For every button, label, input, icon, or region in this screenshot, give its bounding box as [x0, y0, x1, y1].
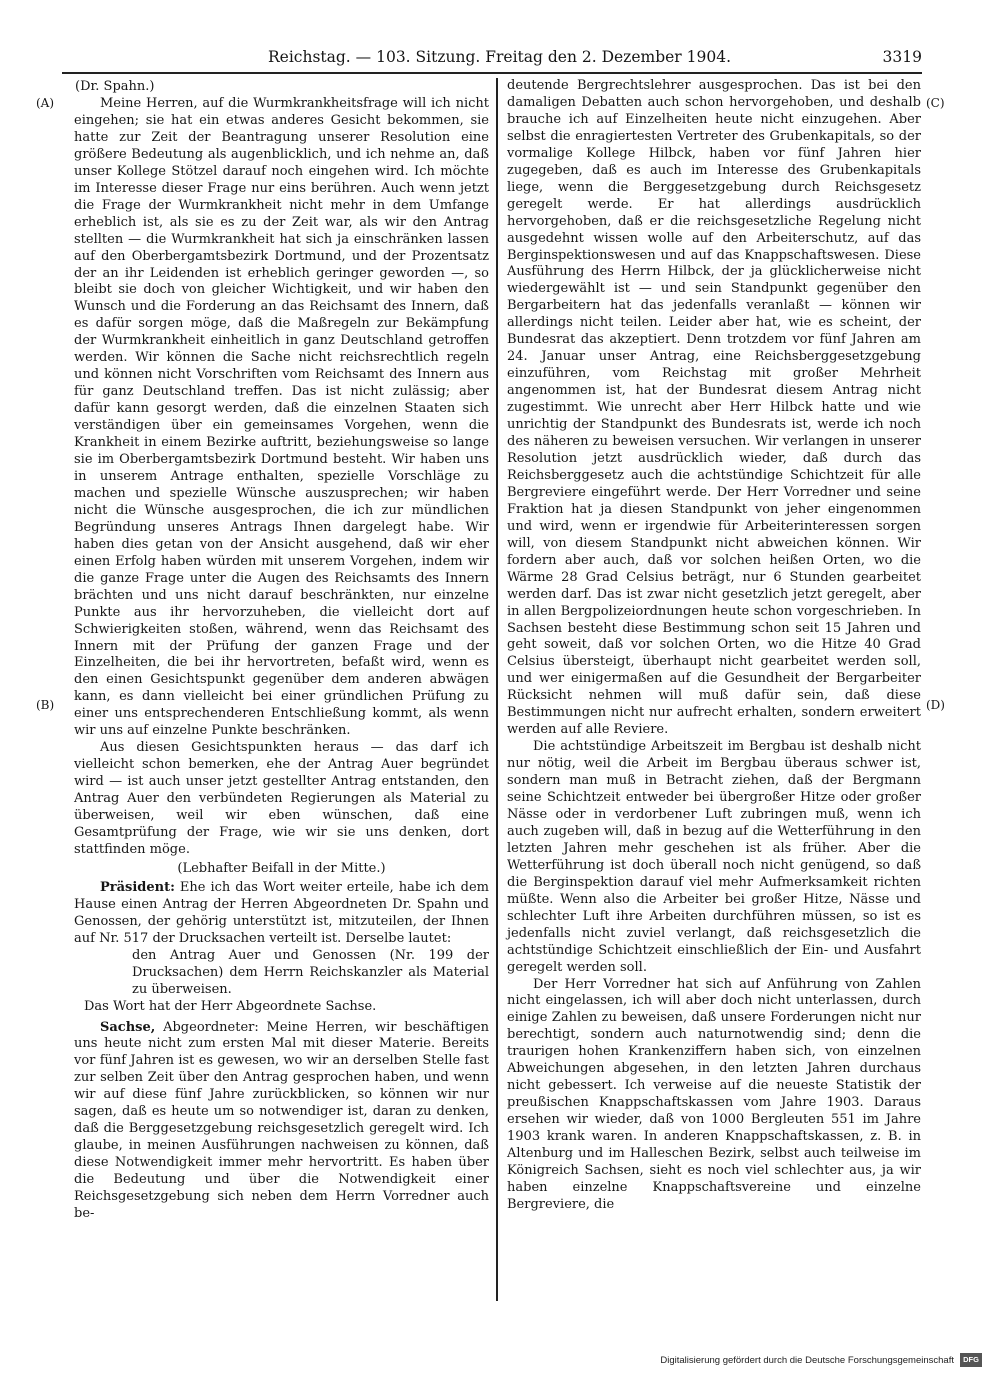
sachse-label: Sachse, — [100, 1019, 156, 1035]
sachse-text: Abgeordneter: Meine Herren, wir beschäftigen uns heute nicht zum ersten Mal mit dieser Materie. Bereits vor fünf Jahren ist es gewesen, wo wir an derselben Stelle fast zur selben Zeit über den Antrag gesprochen haben, und wenn wir auf diese fünf Jahre zurückblicken, so können wir nur sagen, daß es heute um so notwendiger ist, daran zu denken, daß die Berggesetzgebung reichsgesetzlich geregelt wird. Ich glaube, in meinen Ausführungen nachweisen zu können, daß diese Notwendigkeit immer mehr hervortritt. Es haben über die Bedeutung und über die Notwendigkeit einer Reichsgesetzgebung sich neben dem Herrn Vorredner auch be- — [74, 1019, 489, 1221]
sachse-paragraph-3: Der Herr Vorredner hat sich auf Anführung von Zahlen nicht eingelassen, ich will aber doch nicht unterlassen, durch einige Zahlen zu beweisen, daß unsere Forderungen nicht nur berechtigt, sondern auch naturnotwendig sind; denn die traurigen hohen Krankenziffern haben sich, von einzelnen Abweichungen abgesehen, in den letzten Jahren durchaus nicht gebessert. Ich verweise auf die neueste Statistik der preußischen Knappschaftskassen vom Jahre 1903. Daraus ersehen wir wieder, daß von 1000 Bergleuten 551 im Jahre 1903 krank waren. In anderen Knappschaftskassen, z. B. in Altenburg und im Halleschen Bezirk, selbst auch teilweise im Königreich Sachsen, sieht es noch viel schlechter aus, ja wir haben einzelne Knappschaftsvereine und einzelne Bergreviere, die — [507, 976, 921, 1212]
page-number: 3319 — [882, 48, 922, 66]
sachse-paragraph-continued: deutende Bergrechtslehrer ausgesprochen. Das ist bei den damaligen Debatten auch schon hervorgehoben, und deshalb brauche ich auf Einzelheiten heute nicht einzugehen. Aber selbst die enragiertesten Vertreter des Grubenkapitals, so der vormalige Kollege Hilbck, haben vor fünf Jahren hier zugegeben, daß es auch im Interesse des Grubenkapitals liege, wenn die Berggesetzgebung durch Reichsgesetz geregelt werde. Er hat allerdings ausdrücklich hervorgehoben, daß er die reichsgesetzliche Regelung nicht ausgedehnt wissen wolle auf den Arbeiterschutz, auf das Berginspektionswesen und auf das Knappschaftswesen. Diese Ausführung des Herrn Hilbck, der ja glücklicherweise nicht wiedergewählt ist — und sein Standpunkt gegenüber den Bergarbeitern hat das jedenfalls veranlaßt — können wir allerdings nicht teilen. Leider aber hat, wie es scheint, der Bundesrat das akzeptiert. Denn trotzdem vor fünf Jahren am 24. Januar unser Antrag, eine Reichsberggesetzgebung einzuführen, vom Reichstag mit großer Mehrheit angenommen ist, hat der Bundesrat diesem Antrag nicht zugestimmt. Wie unrecht aber Herr Hilbck hatte und wie unrichtig der Standpunkt des Bundesrats ist, werde ich noch des näheren zu beweisen versuchen. Wir verlangen in unserer Resolution jetzt ausdrücklich wieder, daß durch das Reichsberggesetz auch die achtstündige Schichtzeit für alle Bergreviere eingeführt werde. Der Herr Vorredner und seine Fraktion hat ja diesen Standpunkt von jeher eingenommen und wird, wenn er irgendwie für Arbeiterinteressen sorgen will, von diesem Standpunkt nicht abweichen können. Wir fordern aber auch, daß vor solchen heißen Orten, wo die Wärme 28 Grad Celsius beträgt, nur 6 Stunden gearbeitet werden darf. Das ist zwar nicht gesetzlich jetzt geregelt, aber in allen Bergpolizeiordnungen heute schon vorgeschrieben. In Sachsen besteht diese Bestimmung schon seit 15 Jahren und geht soweit, daß vor solchen Orten, wo die Hitze 40 Grad Celsius übersteigt, überhaupt nicht gearbeitet werden soll, und wer einigermaßen auf die Gesundheit der Bergarbeiter Rücksicht nehmen will muß dafür sein, daß diese Bestimmungen nicht nur aufrecht erhalten, sondern erweitert werden auf alle Reviere. — [507, 78, 921, 738]
motion-quote: den Antrag Auer und Genossen (Nr. 199 der Drucksachen) dem Herrn Reichskanzler als Material zu überweisen. — [132, 947, 489, 997]
speaker-tag: (Dr. Spahn.) — [75, 79, 155, 94]
running-title: Reichstag. — 103. Sitzung. Freitag den 2. Dezember 1904. — [268, 48, 732, 66]
dfg-logo-icon: DFG — [960, 1353, 982, 1367]
floor-announcement: Das Wort hat der Herr Abgeordnete Sachse. — [84, 998, 377, 1014]
spahn-paragraph-1: Meine Herren, auf die Wurmkrankheitsfrage will ich nicht eingehen; sie hat ein etwas anderes Gesicht bekommen, sie hatte zur Zeit der Beantragung unserer Resolution eine größere Bedeutung als augenblicklich, und ich nehme an, daß unser Kollege Stötzel darauf noch eingehen wird. Ich möchte im Interesse dieser Frage nur eins berühren. Auch wenn jetzt die Frage der Wurmkrankheit nicht mehr in dem Umfange erheblich ist, als sie es zu der Zeit war, als wir den Antrag stellten — die Wurmkrankheit hat sich ja einschränken lassen auf den Oberbergamtsbezirk Dortmund, und der Prozentsatz der an ihr Leidenden ist erheblich geringer geworden —, so bleibt sie doch von gleicher Wichtigkeit, und wir haben den Wunsch und die Forderung an das Reichsamt des Innern, daß es dafür sorgen möge, daß die Maßregeln zur Bekämpfung der Wurmkrankheit einheitlich in ganz Deutschland getroffen werden. Wir können die Sache nicht reichsrechtlich regeln und können nicht Vorschriften vom Reichsamt des Innern aus für ganz Deutschland treffen. Das ist nicht zulässig; aber dafür kann gesorgt werden, daß die einzelnen Staaten sich verständigen über ein gemeinsames Vorgehen, wenn die Krankheit in einem Bezirke auftritt, beziehungsweise so lange sie im Oberbergamtsbezirk Dortmund besteht. Wir haben uns in unserem Antrage enthalten, spezielle Vorschläge zu machen und spezielle Wünsche auszusprechen; wir haben nicht die Wünsche ausgesprochen, die ich zur mündlichen Begründung unseres Antrags Ihnen dargelegt habe. Wir haben dies getan von der Ansicht ausgehend, daß wir eher einen Erfolg haben würden mit unserem Vorgehen, indem wir die ganze Frage unter die Augen des Reichsamts des Innern brächten und uns nicht darauf beschränkten, nur einzelne Punkte aus ihr hervorzuheben, die vielleicht dort auf Schwierigkeiten stoßen, während, wenn das Reichsamt des Innern mit der Prüfung der ganzen Frage und der Einzelheiten, die bei ihr hervortreten, befaßt wird, wenn es den einen Gesichtspunkt gegenüber dem anderen abwägen kann, es dann vielleicht bei einer gründlichen Prüfung zu einer uns entsprechenderen Entschließung kommt, als wenn wir uns auf einzelne Punkte beschränken. — [74, 96, 489, 739]
applause-note: (Lebhafter Beifall in der Mitte.) — [177, 860, 386, 876]
president-text: Ehe ich das Wort weiter erteile, habe ich dem Hause einen Antrag der Herren Abgeordneten Dr. Spahn und Genossen, der gehörig unterstützt ist, mitzuteilen, der Ihnen auf Nr. 517 der Drucksachen verteilt ist. Derselbe lautet: — [74, 879, 489, 946]
margin-marker-a: (A) — [36, 96, 55, 110]
president-label: Präsident: — [100, 879, 175, 895]
margin-marker-d: (D) — [926, 698, 945, 712]
sachse-paragraph-2: Die achtstündige Arbeitszeit im Bergbau ist deshalb nicht nur nötig, weil die Arbeit im Bergbau überaus schwer ist, sondern man muß in Betracht ziehen, daß der Bergmann seine Schichtzeit entweder bei übergroßer Hitze oder großer Nässe oder in verdorbener Luft zubringen muß, wenn ich auch zugeben will, daß in bezug auf die Wetterführung in den letzten Jahren mehr geschehen ist als früher. Aber die Wetterführung ist doch überall noch nicht genügend, so daß die Berginspektion darauf viel mehr Aufmerksamkeit richten müßte. Wenn also die Arbeiter bei großer Hitze, Nässe und schlechter Luft ihre Arbeiten durchführen müssen, so ist es jedenfalls nicht zuviel verlangt, daß reichsgesetzlich die achtstündige Schichtzeit einschließlich der Ein- und Ausfahrt geregelt werden soll. — [507, 739, 921, 975]
right-column — [507, 78, 921, 1214]
margin-marker-c: (C) — [926, 96, 945, 110]
running-header — [62, 46, 922, 74]
president-paragraph — [74, 880, 489, 948]
column-divider — [496, 78, 498, 1301]
sachse-paragraph — [74, 1020, 489, 1223]
digitization-footer — [660, 1353, 982, 1367]
margin-marker-b: (B) — [36, 698, 55, 712]
left-column — [74, 78, 489, 1223]
spahn-paragraph-2: Aus diesen Gesichtspunkten heraus — das darf ich vielleicht schon bemerken, ehe der Antrag Auer begründet wird — ist auch unser jetzt gestellter Antrag entstanden, den Antrag Auer den verbündeten Regierungen als Material zu überweisen, weil wir eben wünschen, daß eine Gesamtprüfung der Frage, wie wir sie uns denken, dort stattfinden möge. — [74, 740, 489, 857]
footer-credit: Digitalisierung gefördert durch die Deutsche Forschungsgemeinschaft — [660, 1354, 954, 1366]
